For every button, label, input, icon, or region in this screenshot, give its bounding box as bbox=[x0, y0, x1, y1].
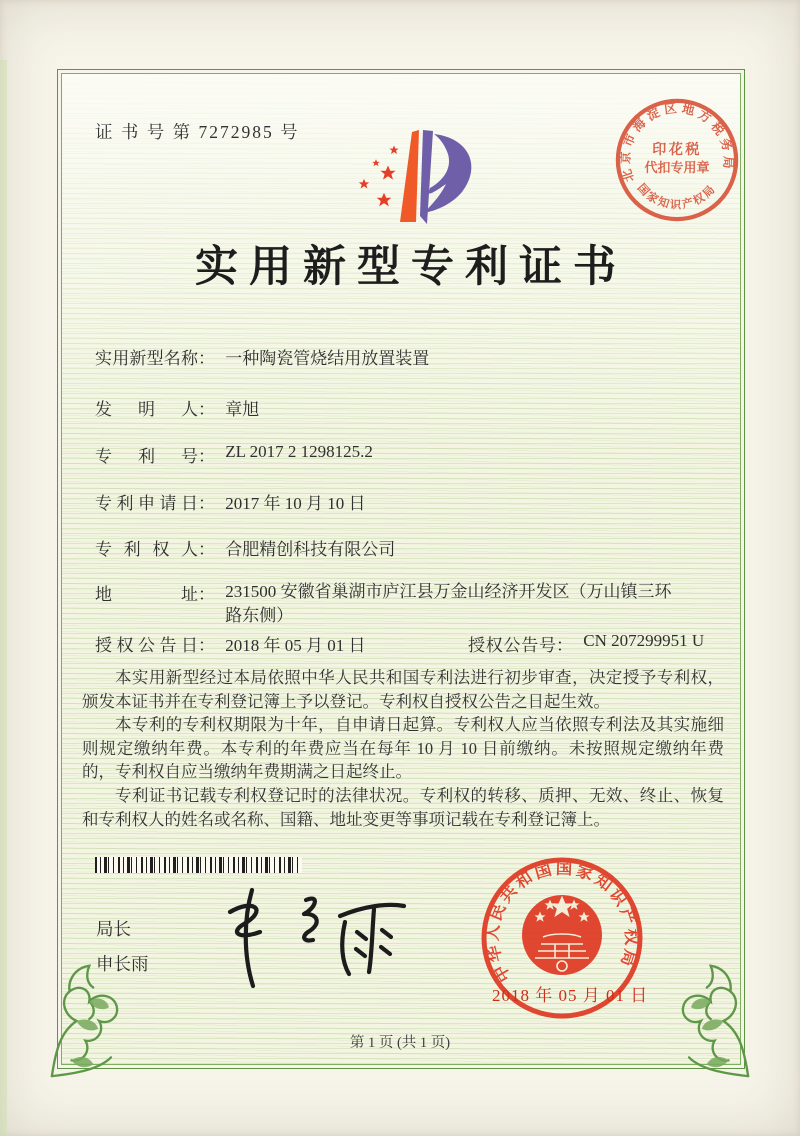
national-emblem bbox=[522, 895, 602, 975]
tax-seal-center-line2: 代扣专用章 bbox=[644, 159, 710, 175]
paragraph-grant-statement: 本实用新型经过本局依照中华人民共和国专利法进行初步审查，决定授予专利权，颁发本证书并在专利登记簿上予以登记。专利权自授权公告之日起生效。 bbox=[82, 668, 724, 711]
field-filing-date: 专利申请日： 2017 年 10 月 10 日 bbox=[95, 489, 366, 514]
paragraph-term-and-fees: 本专利的专利权期限为十年，自申请日起算。专利权人应当依照专利法及其实施细则规定缴纳年费。本专利的年费应当在每年 10 月 10 日前缴纳。未按照规定缴纳年费的，专利权自应当缴纳年费期满之日起终止。 bbox=[82, 715, 724, 782]
field-value: ZL 2017 2 1298125.2 bbox=[225, 442, 373, 461]
legal-text bbox=[82, 666, 724, 831]
field-value: 一种陶瓷管烧结用放置装置 bbox=[225, 349, 430, 368]
svg-text:国家知识产权局 bbox=[635, 181, 718, 212]
paragraph-register-statement: 专利证书记载专利权登记时的法律状况。专利权的转移、质押、无效、终止、恢复和专利权人的姓名或名称、国籍、地址变更等事项记载在专利登记簿上。 bbox=[82, 785, 724, 829]
stamp-tax-seal-icon bbox=[612, 95, 742, 225]
field-label: 实用新型名称 bbox=[95, 349, 198, 368]
director-name: 申长雨 bbox=[96, 954, 149, 974]
field-label: 专利号 bbox=[95, 447, 198, 466]
certificate-number: 证 书 号 第 7272985 号 bbox=[95, 122, 300, 142]
page-number: 第 1 页 (共 1 页) bbox=[349, 1035, 451, 1051]
field-utility-model-name: 实用新型名称： 一种陶瓷管烧结用放置装置 bbox=[95, 344, 429, 369]
logo-stars bbox=[359, 146, 399, 207]
tax-seal-center-line1: 印花税 bbox=[652, 142, 702, 159]
field-value: CN 207299951 U bbox=[583, 631, 705, 650]
field-value: 合肥精创科技有限公司 bbox=[225, 540, 396, 559]
field-value: 2018 年 05 月 01 日 bbox=[225, 636, 366, 655]
logo-purple-p bbox=[420, 130, 471, 224]
director-title: 局长 bbox=[96, 919, 131, 939]
field-label: 授权公告号 bbox=[468, 636, 556, 655]
field-label: 专利申请日 bbox=[95, 494, 198, 513]
field-label: 专利权人 bbox=[95, 540, 198, 559]
field-label: 发明人 bbox=[95, 400, 198, 419]
field-patentee: 专利权人： 合肥精创科技有限公司 bbox=[95, 535, 395, 560]
field-grant-number: 授权公告号： CN 207299951 U bbox=[468, 631, 705, 655]
field-label: 授权公告日 bbox=[95, 636, 198, 655]
office-seal-arc-text: 中华人民共和国国家知识产权局 bbox=[482, 858, 642, 986]
seal-date: 2018 年 05 月 01 日 bbox=[492, 986, 649, 1005]
field-value: 231500 安徽省巢湖市庐江县万金山经济开发区（万山镇三环路东侧） bbox=[225, 582, 672, 625]
barcode bbox=[95, 857, 302, 873]
field-patent-number: 专利号： ZL 2017 2 1298125.2 bbox=[95, 442, 373, 466]
field-label: 地址 bbox=[95, 585, 198, 604]
field-grant-row: 授权公告日： 2018 年 05 月 01 日 授权公告号： CN 207299951 U bbox=[95, 631, 705, 655]
logo-orange-wedge bbox=[400, 130, 419, 222]
certificate-title: 实用新型专利证书 bbox=[195, 244, 627, 291]
field-address: 地址： 231500 安徽省巢湖市庐江县万金山经济开发区（万山镇三环路东侧） bbox=[95, 580, 677, 628]
tax-seal-arc-bottom-text: 国家知识产权局 bbox=[634, 181, 718, 212]
field-value: 章旭 bbox=[225, 400, 260, 419]
cnipa-logo-icon bbox=[336, 118, 494, 234]
field-value: 2017 年 10 月 10 日 bbox=[225, 494, 366, 513]
scan-left-edge bbox=[0, 60, 7, 1136]
director-signature-icon bbox=[212, 876, 417, 992]
tax-seal-arc-top-text: 北京市海淀区地方税务局 bbox=[618, 101, 736, 184]
floral-corner-ornament-icon bbox=[628, 956, 756, 1084]
field-inventor: 发明人： 章旭 bbox=[95, 395, 259, 420]
